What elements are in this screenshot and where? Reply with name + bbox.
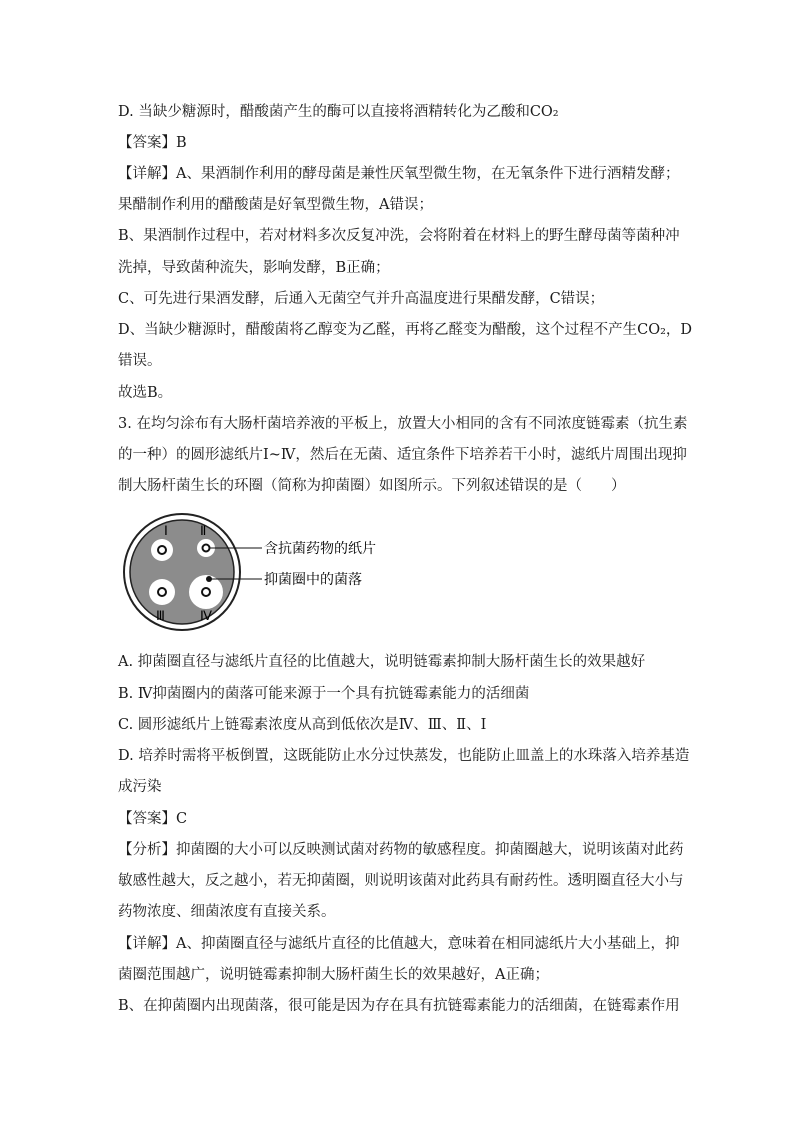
- text-line: 【详解】A、果酒制作利用的酵母菌是兼性厌氧型微生物，在无氧条件下进行酒精发酵；: [118, 166, 680, 182]
- agar-plate: [130, 520, 234, 624]
- option-d: D. 培养时需将平板倒置，这既能防止水分过快蒸发，也能防止皿盖上的水珠落入培养基造: [118, 748, 690, 764]
- analysis-line: 药物浓度、细菌浓度有直接关系。: [118, 904, 336, 920]
- filter-paper-ii: [203, 545, 210, 552]
- question-line: 制大肠杆菌生长的环圈（简称为抑菌圈）如图所示。下列叙述错误的是（ ）: [118, 478, 626, 494]
- option-c: C. 圆形滤纸片上链霉素浓度从高到低依次是Ⅳ、Ⅲ、Ⅱ、Ⅰ: [118, 717, 487, 733]
- question-line: 3. 在均匀涂布有大肠杆菌培养液的平板上，放置大小相同的含有不同浓度链霉素（抗生素: [118, 416, 688, 432]
- text-line: 果醋制作利用的醋酸菌是好氧型微生物，A错误；: [118, 197, 433, 213]
- petri-dish-figure: [118, 512, 398, 632]
- detail-line: 【详解】A、抑菌圈直径与滤纸片直径的比值越大，意味着在相同滤纸片大小基础上，抑: [118, 936, 680, 952]
- text-line: B、果酒制作过程中，若对材料多次反复冲洗，会将附着在材料上的野生酵母菌等菌种冲: [118, 228, 680, 244]
- answer-line: 【答案】C: [118, 811, 188, 827]
- text-line: 故选B。: [118, 385, 173, 401]
- label-iii: Ⅲ: [156, 608, 165, 623]
- option-d-continued: 成污染: [118, 779, 162, 795]
- analysis-line: 敏感性越大，反之越小，若无抑菌圈，则说明该菌对此药具有耐药性。透明圈直径大小与: [118, 873, 684, 889]
- label-iv: Ⅳ: [200, 608, 212, 623]
- detail-line: B、在抑菌圈内出现菌落，很可能是因为存在具有抗链霉素能力的活细菌，在链霉素作用: [118, 998, 680, 1014]
- callout-paper-label: 含抗菌药物的纸片: [264, 541, 376, 557]
- label-i: Ⅰ: [164, 523, 168, 538]
- filter-paper-iv: [202, 588, 210, 596]
- option-a: A. 抑菌圈直径与滤纸片直径的比值越大，说明链霉素抑制大肠杆菌生长的效果越好: [118, 654, 646, 670]
- filter-paper-i: [158, 546, 166, 554]
- answer-line: 【答案】B: [118, 135, 187, 151]
- text-line: D. 当缺少糖源时，醋酸菌产生的酶可以直接将酒精转化为乙酸和CO₂: [118, 104, 559, 120]
- text-line: 洗掉，导致菌种流失，影响发酵，B正确；: [118, 260, 390, 276]
- detail-line: 菌圈范围越广，说明链霉素抑制大肠杆菌生长的效果越好，A正确；: [118, 967, 549, 983]
- option-b: B. Ⅳ抑菌圈内的菌落可能来源于一个具有抗链霉素能力的活细菌: [118, 686, 530, 702]
- label-ii: Ⅱ: [200, 523, 207, 538]
- analysis-line: 【分析】抑菌圈的大小可以反映测试菌对药物的敏感程度。抑菌圈越大，说明该菌对此药: [118, 842, 684, 858]
- text-line: D、当缺少糖源时，醋酸菌将乙醇变为乙醛，再将乙醛变为醋酸，这个过程不产生CO₂，D: [118, 322, 693, 338]
- callout-colony-label: 抑菌圈中的菌落: [264, 572, 362, 588]
- filter-paper-iii: [158, 588, 166, 596]
- text-line: 错误。: [118, 353, 162, 369]
- question-line: 的一种）的圆形滤纸片Ⅰ~Ⅳ，然后在无菌、适宜条件下培养若干小时，滤纸片周围出现抑: [118, 447, 687, 463]
- text-line: C、可先进行果酒发酵，后通入无菌空气并升高温度进行果醋发酵，C错误；: [118, 291, 605, 307]
